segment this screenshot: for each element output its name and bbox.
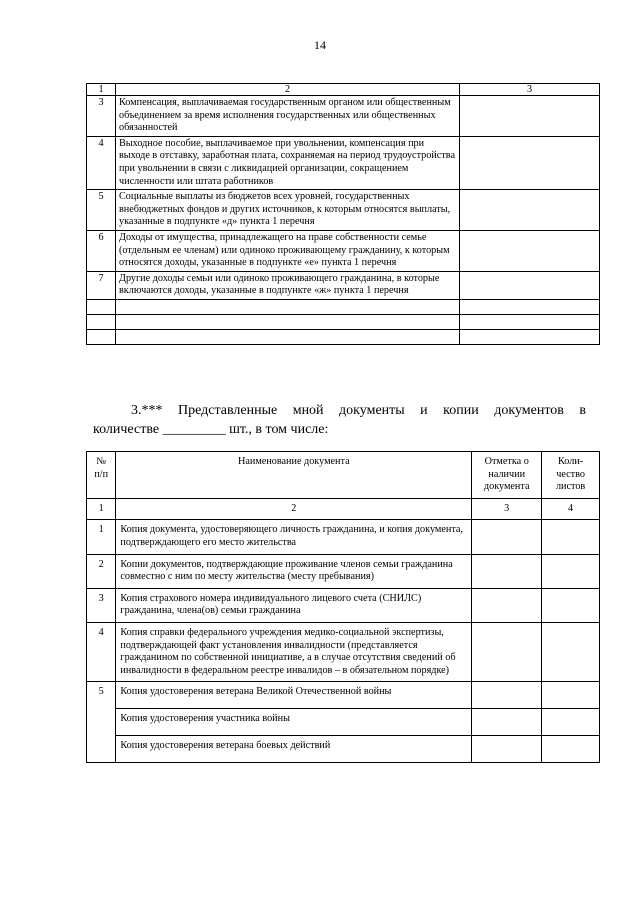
empty-cell[interactable]: [460, 299, 600, 314]
row-number: 1: [87, 520, 116, 554]
document-name: Копия удостоверения ветерана боевых действий: [116, 736, 472, 763]
empty-cell[interactable]: [116, 299, 460, 314]
document-mark-cell[interactable]: [472, 709, 542, 736]
row-number: 4: [87, 622, 116, 681]
table-row: [87, 709, 600, 736]
empty-cell: [87, 329, 116, 344]
table-row: [87, 520, 600, 554]
empty-cell[interactable]: [116, 314, 460, 329]
header-name: Наименование документа: [116, 452, 472, 499]
empty-row: [87, 299, 600, 314]
documents-table: [86, 451, 600, 763]
document-mark-cell[interactable]: [472, 682, 542, 709]
income-description: Другие доходы семьи или одиноко проживающего гражданина, в которые включаются доходы, указанные в подпункте «ж» пункта 1 перечня: [116, 271, 460, 299]
document-mark-cell[interactable]: [472, 622, 542, 681]
table-row: [87, 588, 600, 622]
table-row: [87, 230, 600, 271]
index-cell: 4: [542, 498, 600, 520]
table-row: [87, 554, 600, 588]
income-table: [86, 83, 600, 345]
income-description: Компенсация, выплачиваемая государственным органом или общественным объединением за время исполнения государственных или общественных обязанностей: [116, 96, 460, 137]
document-name: Копия документа, удостоверяющего личность гражданина, и копия документа, подтверждающего его место жительства: [116, 520, 472, 554]
document-mark-cell[interactable]: [472, 554, 542, 588]
document-mark-cell[interactable]: [472, 588, 542, 622]
income-description: Доходы от имущества, принадлежащего на праве собственности семье (отдельным ее членам) или одиноко проживающему гражданину, к которым относятся доходы, указанные в подпункте «е» пункта 1 перечня: [116, 230, 460, 271]
table-index-row: [87, 498, 600, 520]
row-number: 5: [87, 190, 116, 231]
document-mark-cell[interactable]: [472, 736, 542, 763]
document-pages-cell[interactable]: [542, 622, 600, 681]
header-cell: 1: [87, 84, 116, 96]
empty-cell[interactable]: [460, 329, 600, 344]
table-row: [87, 271, 600, 299]
row-number: 5: [87, 682, 116, 763]
document-pages-cell[interactable]: [542, 709, 600, 736]
document-name: Копии документов, подтверждающие проживание членов семьи гражданина совместно с ним по месту жительства (месту пребывания): [116, 554, 472, 588]
empty-cell: [87, 299, 116, 314]
income-value-cell[interactable]: [460, 190, 600, 231]
header-mark: Отметка о наличии документа: [472, 452, 542, 499]
document-pages-cell[interactable]: [542, 554, 600, 588]
document-pages-cell[interactable]: [542, 682, 600, 709]
empty-row: [87, 329, 600, 344]
document-name: Копия удостоверения участника войны: [116, 709, 472, 736]
section3-line2: количестве _________ шт., в том числе:: [93, 422, 329, 437]
document-mark-cell[interactable]: [472, 520, 542, 554]
document-pages-cell[interactable]: [542, 736, 600, 763]
page-number: 14: [314, 38, 326, 52]
table-row: [87, 96, 600, 137]
section3-paragraph: [93, 401, 586, 439]
document-pages-cell[interactable]: [542, 588, 600, 622]
empty-cell: [87, 314, 116, 329]
row-number: 3: [87, 588, 116, 622]
index-cell: 2: [116, 498, 472, 520]
income-value-cell[interactable]: [460, 230, 600, 271]
section3-line1: 3.*** Представленные мной документы и копии документов в: [131, 403, 586, 418]
empty-cell[interactable]: [116, 329, 460, 344]
table-row: [87, 736, 600, 763]
table-header-row: [87, 452, 600, 499]
income-description: Социальные выплаты из бюджетов всех уровней, государственных внебюджетных фондов и других источников, к которым относятся выплаты, указанные в подпункте «д» пункта 1 перечня: [116, 190, 460, 231]
income-value-cell[interactable]: [460, 271, 600, 299]
empty-cell[interactable]: [460, 314, 600, 329]
income-description: Выходное пособие, выплачиваемое при увольнении, компенсация при выходе в отставку, заработная плата, сохраняемая на период трудоустройства при увольнении в связи с ликвидацией организации, сокращением численности или штата работников: [116, 136, 460, 189]
income-value-cell[interactable]: [460, 136, 600, 189]
header-count: Коли-чество листов: [542, 452, 600, 499]
index-cell: 3: [472, 498, 542, 520]
index-cell: 1: [87, 498, 116, 520]
row-number: 3: [87, 96, 116, 137]
table-row: [87, 190, 600, 231]
document-pages-cell[interactable]: [542, 520, 600, 554]
row-number: 6: [87, 230, 116, 271]
header-num: № п/п: [87, 452, 116, 499]
table-row: [87, 682, 600, 709]
document-name: Копия удостоверения ветерана Великой Отечественной войны: [116, 682, 472, 709]
table-header-row: [87, 84, 600, 96]
row-number: 2: [87, 554, 116, 588]
income-value-cell[interactable]: [460, 96, 600, 137]
header-cell: 2: [116, 84, 460, 96]
empty-row: [87, 314, 600, 329]
table-row: [87, 136, 600, 189]
document-name: Копия страхового номера индивидуального лицевого счета (СНИЛС) гражданина, члена(ов) семьи гражданина: [116, 588, 472, 622]
document-name: Копия справки федерального учреждения медико-социальной экспертизы, подтверждающей факт установления инвалидности (представляется гражданином по собственной инициативе, а в случае отсутствия сведений об инвалидности в федеральном реестре инвалидов – в обязательном порядке): [116, 622, 472, 681]
row-number: 7: [87, 271, 116, 299]
table-row: [87, 622, 600, 681]
row-number: 4: [87, 136, 116, 189]
header-cell: 3: [460, 84, 600, 96]
